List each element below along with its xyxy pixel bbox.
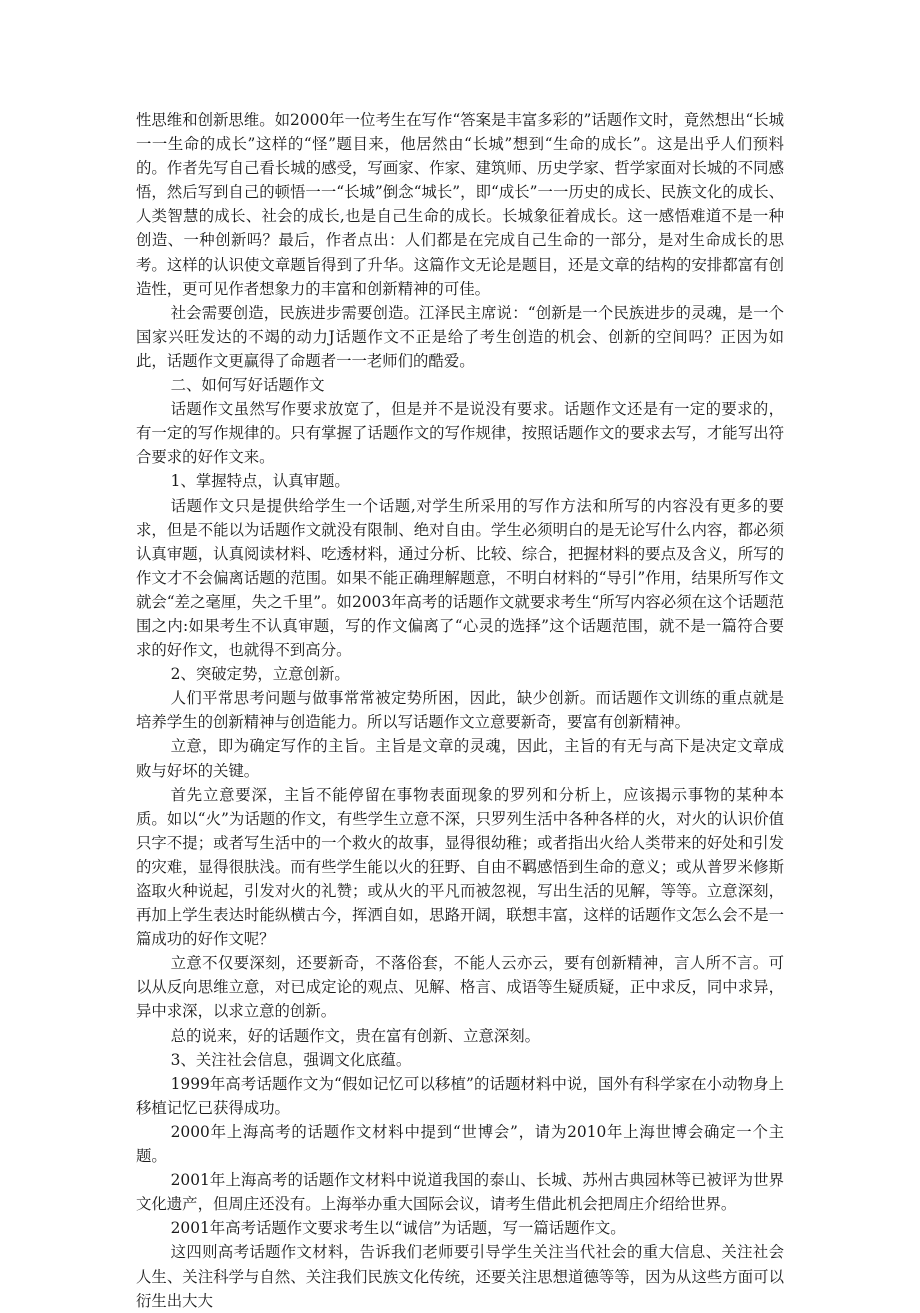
paragraph-9: 立意，即为确定写作的主旨。主旨是文章的灵魂，因此，主旨的有无与高下是决定文章成败与好坏的关键。 (136, 737, 784, 780)
document-page (136, 108, 784, 1313)
paragraph-14: 1999年高考话题作文为“假如记忆可以移植”的话题材料中说，国外有科学家在小动物身上移植记忆已获得成功。 (136, 1074, 784, 1117)
section-heading-2: 二、如何写好话题作文 (170, 376, 325, 395)
paragraph-11: 立意不仅要深刻，还要新奇，不落俗套，不能人云亦云，要有创新精神，言人所不言。可以从反向思维立意，对已成定论的观点、见解、格言、成语等生疑质疑，正中求反，同中求异，异中求深，以求立意的创新。 (136, 954, 784, 1021)
paragraph-12: 总的说来，好的话题作文，贵在富有创新、立意深刻。 (170, 1026, 541, 1045)
paragraph-4: 话题作文虽然写作要求放宽了，但是并不是说没有要求。话题作文还是有一定的要求的，有一定的写作规律的。只有掌握了话题作文的写作规律，按照话题作文的要求去写，才能写出符合要求的好作文来。 (136, 400, 784, 467)
paragraph-16: 2001年上海高考的话题作文材料中说道我国的泰山、长城、苏州古典园林等已被评为世界文化遗产，但周庄还没有。上海举办重大国际会议，请考生借此机会把周庄介绍给世界。 (136, 1171, 784, 1214)
paragraph-6: 话题作文只是提供给学生一个话题,对学生所采用的写作方法和所写的内容没有更多的要求，但是不能以为话题作文就没有限制、绝对自由。学生必须明白的是无论写什么内容，都必须认真审题，认真阅读材料、吃透材料，通过分析、比较、综合，把握材料的要点及含义，所写的作文才不会偏离话题的范围。如果不能正确理解题意，不明白材料的“导引”作用，结果所写作文就会“差之毫厘，失之千里”。如2003年高考的话题作文就要求考生“所写内容必须在这个话题范围之内:如果考生不认真审题，写的作文偏离了“心灵的选择”这个话题范围，就不是一篇符合要求的好作文，也就得不到高分。 (136, 496, 784, 660)
paragraph-1: 性思维和创新思维。如2000年一位考生在写作“答案是丰富多彩的”话题作文时，竟然想出“长城一一生命的成长”这样的“怪”题目来，他居然由“长城”想到“生命的成长”。这是出乎人们预料的。作者先写自己看长城的感受，写画家、作家、建筑师、历史学家、哲学家面对长城的不同感悟，然后写到自己的顿悟一一“长城”倒念“城长”，即“成长”一一历史的成长、民族文化的成长、人类智慧的成长、社会的成长,也是自己生命的成长。长城象征着成长。这一感悟难道不是一种创造、一种创新吗？最后，作者点出：人们都是在完成自己生命的一部分，是对生命成长的思考。这样的认识使文章题旨得到了升华。这篇作文无论是题目，还是文章的结构的安排都富有创造性，更可见作者想象力的丰富和创新精神的可佳。 (136, 111, 784, 298)
paragraph-2: 社会需要创造，民族进步需要创造。江泽民主席说：“创新是一个民族进步的灵魂，是一个国家兴旺发达的不竭的动力J话题作文不正是给了考生创造的机会、创新的空间吗？正因为如此，话题作文更赢得了命题者一一老师们的酷爱。 (136, 303, 784, 370)
paragraph-18: 这四则高考话题作文材料，告诉我们老师要引导学生关注当代社会的重大信息、关注社会人生、关注科学与自然、关注我们民族文化传统，还要关注思想道德等等，因为从这些方面可以衍生出大大 (136, 1243, 784, 1310)
subheading-2: 2、突破定势，立意创新。 (170, 665, 350, 684)
subheading-1: 1、掌握特点，认真审题。 (170, 472, 350, 491)
paragraph-17: 2001年高考话题作文要求考生以“诚信”为话题，写一篇话题作文。 (170, 1219, 626, 1238)
paragraph-15: 2000年上海高考的话题作文材料中提到“世博会”，请为2010年上海世博会确定一个主题。 (136, 1122, 784, 1166)
paragraph-8: 人们平常思考问题与做事常常被定势所困，因此，缺少创新。而话题作文训练的重点就是培养学生的创新精神与创造能力。所以写话题作文立意要新奇，要富有创新精神。 (136, 689, 784, 732)
paragraph-10: 首先立意要深，主旨不能停留在事物表面现象的罗列和分析上，应该揭示事物的某种本质。如以“火”为话题的作文，有些学生立意不深，只罗列生活中各种各样的火，对火的认识价值只字不提；或者写生活中的一个救火的故事，显得很幼稚；或者指出火给人类带来的好处和引发的灾难，显得很肤浅。而有些学生能以火的狂野、自由不羁感悟到生命的意义；或从普罗米修斯盗取火种说起，引发对火的礼赞；或从火的平凡而被忽视，写出生活的见解，等等。立意深刻，再加上学生表达时能纵横古今，挥洒自如，思路开阔，联想丰富，这样的话题作文怎么会不是一篇成功的好作文呢？ (136, 785, 784, 949)
subheading-3: 3、关注社会信息，强调文化底蕴。 (170, 1050, 412, 1069)
